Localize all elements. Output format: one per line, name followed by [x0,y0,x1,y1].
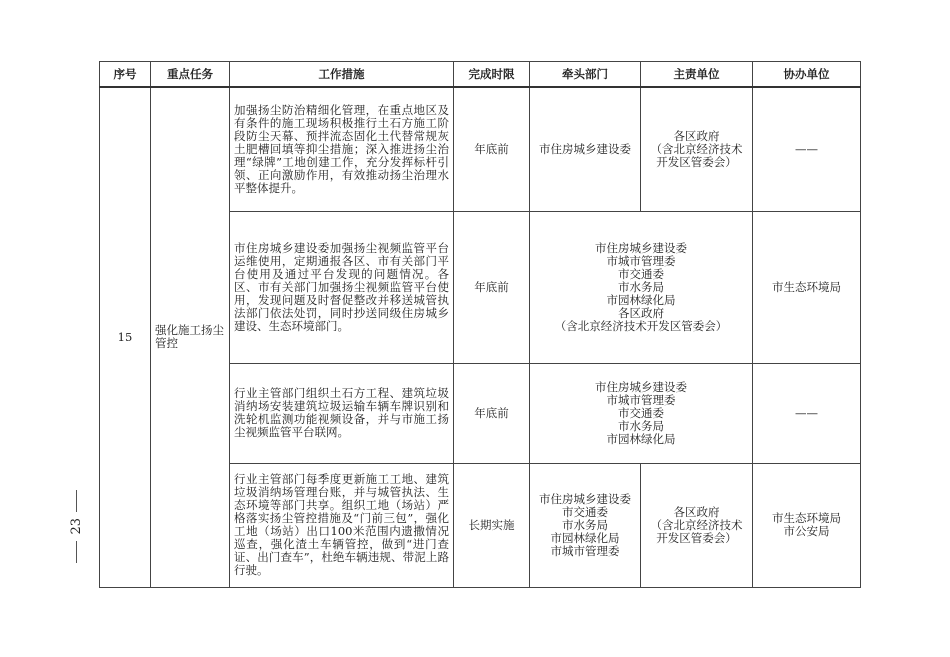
responsible-line: 各区政府 [673,504,720,519]
header-assist-unit: 协办单位 [753,62,861,88]
lead-dept-line: 市水务局 [562,517,608,532]
unit-line: 市住房城乡建设委 [595,379,687,394]
unit-line: 市水务局 [618,418,664,433]
lead-dept-cell [530,463,641,587]
responsible-line: 开发区管委会） [656,530,737,545]
deadline-cell: 年底前 [454,87,530,211]
lead-dept-line: 市园林绿化局 [550,530,620,545]
lead-dept-cell [530,87,641,211]
lead-dept-line: 市交通委 [562,504,608,519]
unit-line: 市园林绿化局 [606,292,676,307]
header-measure: 工作措施 [230,62,454,88]
assist-unit-cell [753,87,861,211]
responsible-unit-cell [641,87,753,211]
measure-cell: 市住房城乡建设委加强扬尘视频监管平台运维使用，定期通报各区、市有关部门平台使用及通过平台发现的问题情况。各区、市有关部门加强扬尘视频监管平台使用，发现问题及时督促整改并移送城管执法部门依法处罚，同时抄送同级住房城乡建设、生态环境部门。 [230,211,454,363]
deadline-cell: 长期实施 [454,463,530,587]
unit-line: 市城市管理委 [606,253,676,268]
page-number-rule-top [76,490,77,512]
lead-dept-line: 市住房城乡建设委 [539,491,631,506]
unit-line: 市交通委 [618,405,664,420]
assist-line: —— [795,141,818,156]
responsible-line: 开发区管委会） [656,154,737,169]
assist-line: 市生态环境局 [772,279,841,294]
assist-line: 市公安局 [783,524,830,538]
header-deadline: 完成时限 [454,62,530,88]
assist-line: —— [795,405,818,420]
unit-line: 市交通委 [618,266,664,281]
assist-line: 市生态环境局 [772,511,841,525]
header-task: 重点任务 [151,62,230,88]
lead-responsible-merged-cell [530,363,753,463]
header-responsible-unit: 主责单位 [641,62,753,88]
unit-line: 市水务局 [618,279,664,294]
page-number-rule-bottom [76,541,77,563]
lead-responsible-merged-cell [530,211,753,363]
unit-line: 市园林绿化局 [606,431,676,446]
header-lead-dept: 牵头部门 [530,62,641,88]
responsible-unit-cell [641,463,753,587]
measure-cell: 加强扬尘防治精细化管理，在重点地区及有条件的施工现场积极推行土石方施工阶段防尘天幕、预拌流态固化土代替常规灰土肥槽回填等抑尘措施；深入推进扬尘治理“绿牌”工地创建工作，充分发挥标杆引领、正向激励作用，有效推动扬尘治理水平整体提升。 [230,87,454,211]
table-row [100,87,861,211]
deadline-cell: 年底前 [454,211,530,363]
task-table [99,61,861,588]
unit-line: 各区政府 [618,305,664,320]
page-number [66,490,86,580]
assist-unit-cell [753,363,861,463]
measure-cell: 行业主管部门组织土石方工程、建筑垃圾消纳场安装建筑垃圾运输车辆车牌识别和洗轮机监测功能视频设备，并与市施工扬尘视频监管平台联网。 [230,363,454,463]
responsible-line: （含北京经济技术 [650,517,743,532]
lead-dept-line: 市住房城乡建设委 [539,141,631,156]
unit-line: （含北京经济技术开发区管委会） [554,318,728,333]
table-header-row [100,62,861,88]
unit-line: 市住房城乡建设委 [595,240,687,255]
page-number-text: 23 [68,518,84,535]
unit-line: 市城市管理委 [606,392,676,407]
assist-unit-cell [753,211,861,363]
task-seq: 15 [100,87,151,587]
measure-cell: 行业主管部门每季度更新施工工地、建筑垃圾消纳场管理台账，并与城管执法、生态环境等部门共享。组织工地（场站）严格落实扬尘管控措施及“门前三包”，强化工地（场站）出口100米范围内遗撒情况巡查，强化渣土车辆管控，做到“进门查证、出门查车”，杜绝车辆违规、带泥上路行驶。 [230,463,454,587]
responsible-line: 各区政府 [673,128,720,143]
deadline-cell: 年底前 [454,363,530,463]
lead-dept-line: 市城市管理委 [550,543,620,558]
assist-unit-cell [753,463,861,587]
task-name: 强化施工扬尘管控 [151,87,230,587]
responsible-line: （含北京经济技术 [650,141,743,156]
header-seq: 序号 [100,62,151,88]
